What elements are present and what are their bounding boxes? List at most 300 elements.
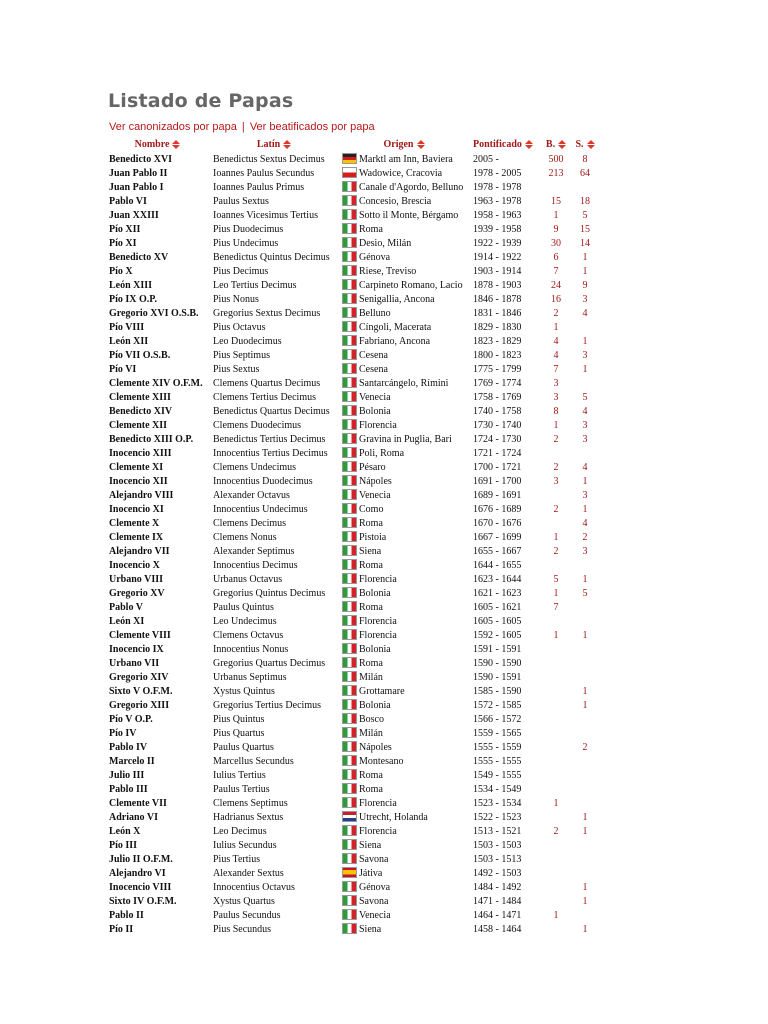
- latin-name-cell: [209, 376, 338, 390]
- sort-arrows-icon[interactable]: [558, 140, 566, 149]
- pontificate-cell: [469, 446, 541, 460]
- flag-it-icon: [342, 741, 357, 752]
- latin-name-cell: [209, 362, 338, 376]
- saints-count[interactable]: 1: [582, 629, 588, 641]
- pontificate-cell: [469, 502, 541, 516]
- latin-name-cell: [209, 236, 338, 250]
- pope-name: Inocencio IX: [109, 643, 164, 655]
- flag-it-icon: [342, 433, 357, 444]
- beatified-count-cell: [541, 152, 570, 166]
- pontificate: 1775 - 1799: [473, 363, 522, 375]
- latin-name-cell: [209, 432, 338, 446]
- saints-count[interactable]: 3: [582, 419, 588, 431]
- table-row: [105, 404, 599, 418]
- latin-name-cell: [209, 292, 338, 306]
- sort-arrows-icon[interactable]: [283, 140, 291, 149]
- pontificate: 1522 - 1523: [473, 811, 522, 823]
- beatified-count[interactable]: 4: [553, 335, 559, 347]
- pontificate-cell: [469, 404, 541, 418]
- pope-name-cell: [105, 432, 209, 446]
- origin-cell: [338, 628, 469, 642]
- origin: Sotto il Monte, Bérgamo: [359, 209, 459, 221]
- origin: Florencia: [359, 573, 397, 585]
- beatified-count-cell: [541, 628, 570, 642]
- beatified-count[interactable]: 1: [553, 909, 559, 921]
- saints-count[interactable]: 3: [582, 433, 588, 445]
- pope-name-cell: [105, 684, 209, 698]
- pope-name-cell: [105, 600, 209, 614]
- beatified-count[interactable]: 1: [553, 629, 559, 641]
- origin-cell: [338, 600, 469, 614]
- origin-cell: [338, 530, 469, 544]
- saints-count-cell: [570, 740, 599, 754]
- latin-name-cell: [209, 446, 338, 460]
- beatified-count[interactable]: 15: [551, 195, 561, 207]
- latin-name-cell: [209, 530, 338, 544]
- table-row: [105, 292, 599, 306]
- origin-cell: [338, 712, 469, 726]
- beatified-count[interactable]: 1: [553, 797, 559, 809]
- saints-count[interactable]: 2: [582, 741, 588, 753]
- latin-name: Pius Nonus: [213, 293, 259, 305]
- beatified-count[interactable]: 1: [553, 419, 559, 431]
- pope-name-cell: [105, 390, 209, 404]
- saints-count-cell: [570, 600, 599, 614]
- origin: Santarcángelo, Rímini: [359, 377, 449, 389]
- saints-count[interactable]: 1: [582, 699, 588, 711]
- pontificate-cell: [469, 334, 541, 348]
- origin-cell: [338, 684, 469, 698]
- table-row: [105, 362, 599, 376]
- pontificate: 1555 - 1555: [473, 755, 522, 767]
- latin-name: Iulius Secundus: [213, 839, 277, 851]
- beatified-count-cell: [541, 866, 570, 880]
- beatified-count-cell: [541, 404, 570, 418]
- beatified-count[interactable]: 1: [553, 209, 559, 221]
- latin-name-cell: [209, 894, 338, 908]
- pope-name-cell: [105, 376, 209, 390]
- table-row: [105, 348, 599, 362]
- beatified-count[interactable]: 16: [551, 293, 561, 305]
- beatified-count-cell: [541, 334, 570, 348]
- origin-cell: [338, 418, 469, 432]
- latin-name-cell: [209, 768, 338, 782]
- saints-count-cell: [570, 558, 599, 572]
- flag-it-icon: [342, 797, 357, 808]
- pope-name-cell: [105, 656, 209, 670]
- pope-name-cell: [105, 460, 209, 474]
- origin-cell: [338, 474, 469, 488]
- origin: Cesena: [359, 349, 388, 361]
- pope-name: León X: [109, 825, 141, 837]
- beatified-count[interactable]: 2: [553, 461, 559, 473]
- origin-cell: [338, 362, 469, 376]
- pope-name-cell: [105, 726, 209, 740]
- origin: Cíngoli, Macerata: [359, 321, 432, 333]
- beatified-count[interactable]: 7: [553, 265, 559, 277]
- pontificate-cell: [469, 628, 541, 642]
- table-row: [105, 838, 599, 852]
- beatified-count[interactable]: 2: [553, 503, 559, 515]
- latin-name-cell: [209, 712, 338, 726]
- saints-count[interactable]: 3: [582, 293, 588, 305]
- origin: Senigallia, Ancona: [359, 293, 435, 305]
- origin: Carpineto Romano, Lacio: [359, 279, 463, 291]
- beatificados-link[interactable]: Ver beatificados por papa: [249, 121, 375, 133]
- beatified-count[interactable]: 3: [553, 391, 559, 403]
- saints-count-cell: [570, 460, 599, 474]
- saints-count[interactable]: 5: [582, 391, 588, 403]
- pontificate: 1566 - 1572: [473, 713, 522, 725]
- origin: Wadowice, Cracovia: [359, 167, 443, 179]
- pontificate-cell: [469, 726, 541, 740]
- latin-name: Innocentius Nonus: [213, 643, 289, 655]
- column-header-pontificado[interactable]: [469, 137, 541, 152]
- saints-count[interactable]: 1: [582, 573, 588, 585]
- origin-cell: [338, 432, 469, 446]
- saints-count-cell: [570, 222, 599, 236]
- saints-count[interactable]: 1: [582, 265, 588, 277]
- latin-name: Paulus Secundus: [213, 909, 281, 921]
- saints-count[interactable]: 3: [582, 349, 588, 361]
- pontificate: 1590 - 1591: [473, 671, 522, 683]
- origin: Roma: [359, 223, 383, 235]
- pope-name-cell: [105, 362, 209, 376]
- saints-count[interactable]: 14: [580, 237, 590, 249]
- latin-name-cell: [209, 208, 338, 222]
- origin: Florencia: [359, 615, 397, 627]
- pontificate-cell: [469, 600, 541, 614]
- beatified-count[interactable]: 7: [553, 601, 559, 613]
- latin-name-cell: [209, 852, 338, 866]
- beatified-count[interactable]: 6: [553, 251, 559, 263]
- pontificate-cell: [469, 418, 541, 432]
- pontificate-cell: [469, 740, 541, 754]
- pontificate-cell: [469, 488, 541, 502]
- table-row: [105, 754, 599, 768]
- table-row: [105, 180, 599, 194]
- pontificate-cell: [469, 908, 541, 922]
- pontificate: 1484 - 1492: [473, 881, 522, 893]
- latin-name: Alexander Octavus: [213, 489, 290, 501]
- beatified-count-cell: [541, 488, 570, 502]
- pontificate-cell: [469, 768, 541, 782]
- beatified-count-cell: [541, 292, 570, 306]
- beatified-count[interactable]: 213: [548, 167, 564, 179]
- pope-name: Inocencio XII: [109, 475, 168, 487]
- flag-it-icon: [342, 363, 357, 374]
- saints-count-cell: [570, 516, 599, 530]
- table-row: [105, 194, 599, 208]
- pope-name: Pablo V: [109, 601, 143, 613]
- origin: Utrecht, Holanda: [359, 811, 428, 823]
- pope-name: Pío VI: [109, 363, 137, 375]
- latin-name-cell: [209, 180, 338, 194]
- flag-it-icon: [342, 783, 357, 794]
- saints-count-cell: [570, 628, 599, 642]
- saints-count[interactable]: 1: [582, 825, 588, 837]
- pontificate-cell: [469, 180, 541, 194]
- origin: Montesano: [359, 755, 404, 767]
- saints-count-cell: [570, 250, 599, 264]
- saints-count[interactable]: 4: [582, 517, 588, 529]
- pope-name: Urbano VIII: [109, 573, 163, 585]
- beatified-count[interactable]: 24: [551, 279, 561, 291]
- table-header-row: [105, 137, 599, 152]
- pontificate: 1670 - 1676: [473, 517, 522, 529]
- origin: Florencia: [359, 419, 397, 431]
- saints-count[interactable]: 2: [582, 531, 588, 543]
- latin-name-cell: [209, 320, 338, 334]
- pontificate: 1503 - 1503: [473, 839, 522, 851]
- beatified-count[interactable]: 3: [553, 377, 559, 389]
- saints-count[interactable]: 4: [582, 461, 588, 473]
- beatified-count[interactable]: 1: [553, 587, 559, 599]
- beatified-count[interactable]: 7: [553, 363, 559, 375]
- origin: Belluno: [359, 307, 391, 319]
- beatified-count[interactable]: 2: [553, 433, 559, 445]
- latin-name: Pius Octavus: [213, 321, 266, 333]
- beatified-count[interactable]: 1: [553, 531, 559, 543]
- origin-cell: [338, 558, 469, 572]
- table-row: [105, 278, 599, 292]
- pontificate: 1724 - 1730: [473, 433, 522, 445]
- origin-cell: [338, 236, 469, 250]
- pope-name-cell: [105, 306, 209, 320]
- beatified-count[interactable]: 3: [553, 475, 559, 487]
- latin-name: Innocentius Tertius Decimus: [213, 447, 328, 459]
- pontificate: 1963 - 1978: [473, 195, 522, 207]
- pope-name: Inocencio XIII: [109, 447, 172, 459]
- pontificate: 1513 - 1521: [473, 825, 522, 837]
- pontificate: 1555 - 1559: [473, 741, 522, 753]
- saints-count-cell: [570, 236, 599, 250]
- column-header-nombre[interactable]: [105, 137, 209, 152]
- saints-count[interactable]: 4: [582, 307, 588, 319]
- latin-name: Alexander Sextus: [213, 867, 284, 879]
- latin-name: Clemens Tertius Decimus: [213, 391, 316, 403]
- origin: Génova: [359, 251, 391, 263]
- pontificate-cell: [469, 922, 541, 936]
- sort-arrows-icon[interactable]: [525, 140, 533, 149]
- flag-it-icon: [342, 237, 357, 248]
- beatified-count[interactable]: 2: [553, 545, 559, 557]
- beatified-count-cell: [541, 614, 570, 628]
- origin-cell: [338, 404, 469, 418]
- pontificate-cell: [469, 824, 541, 838]
- pontificate-cell: [469, 348, 541, 362]
- origin-cell: [338, 222, 469, 236]
- beatified-count[interactable]: 30: [551, 237, 561, 249]
- saints-count[interactable]: 64: [580, 167, 590, 179]
- pope-name-cell: [105, 670, 209, 684]
- beatified-count-cell: [541, 180, 570, 194]
- beatified-count[interactable]: 1: [553, 321, 559, 333]
- pope-name-cell: [105, 502, 209, 516]
- table-row: [105, 376, 599, 390]
- column-header-origen[interactable]: [338, 137, 469, 152]
- table-row: [105, 726, 599, 740]
- pope-name: Benedicto XIII O.P.: [109, 433, 194, 445]
- flag-nl-icon: [342, 811, 357, 822]
- saints-count[interactable]: 9: [582, 279, 588, 291]
- pontificate: 2005 -: [473, 153, 499, 165]
- latin-name: Paulus Quintus: [213, 601, 274, 613]
- pontificate: 1676 - 1689: [473, 503, 522, 515]
- beatified-count-cell: [541, 712, 570, 726]
- saints-count-cell: [570, 810, 599, 824]
- latin-name-cell: [209, 796, 338, 810]
- saints-count[interactable]: 1: [582, 335, 588, 347]
- pope-name: Urbano VII: [109, 657, 160, 669]
- beatified-count-cell: [541, 684, 570, 698]
- link-separator: |: [241, 121, 245, 133]
- saints-count[interactable]: 4: [582, 405, 588, 417]
- latin-name-cell: [209, 488, 338, 502]
- saints-count[interactable]: 1: [582, 475, 588, 487]
- pope-name-cell: [105, 264, 209, 278]
- pontificate-cell: [469, 166, 541, 180]
- pontificate: 1572 - 1585: [473, 699, 522, 711]
- pope-name-cell: [105, 628, 209, 642]
- flag-it-icon: [342, 685, 357, 696]
- saints-count-cell: [570, 208, 599, 222]
- saints-count-cell: [570, 180, 599, 194]
- latin-name-cell: [209, 600, 338, 614]
- flag-it-icon: [342, 447, 357, 458]
- saints-count-cell: [570, 264, 599, 278]
- pontificate-cell: [469, 852, 541, 866]
- saints-count[interactable]: 1: [582, 811, 588, 823]
- saints-count[interactable]: 1: [582, 503, 588, 515]
- latin-name: Pius Quintus: [213, 713, 265, 725]
- beatified-count[interactable]: 4: [553, 349, 559, 361]
- saints-count[interactable]: 3: [582, 545, 588, 557]
- saints-count[interactable]: 1: [582, 251, 588, 263]
- pope-name: Marcelo II: [109, 755, 155, 767]
- beatified-count-cell: [541, 908, 570, 922]
- origin: Bolonia: [359, 587, 391, 599]
- latin-name: Pius Sextus: [213, 363, 260, 375]
- origin-cell: [338, 768, 469, 782]
- pontificate: 1823 - 1829: [473, 335, 522, 347]
- saints-count-cell: [570, 922, 599, 936]
- canonizados-link[interactable]: Ver canonizados por papa: [109, 121, 237, 133]
- table-row: [105, 208, 599, 222]
- pontificate: 1939 - 1958: [473, 223, 522, 235]
- column-header-s[interactable]: [570, 137, 599, 152]
- saints-count[interactable]: 1: [582, 895, 588, 907]
- pope-name: Pablo II: [109, 909, 144, 921]
- latin-name: Clemens Quartus Decimus: [213, 377, 321, 389]
- beatified-count-cell: [541, 502, 570, 516]
- pope-name: Clemente VIII: [109, 629, 171, 641]
- pope-name: Gregorio XIII: [109, 699, 170, 711]
- saints-count[interactable]: 5: [582, 209, 588, 221]
- saints-count-cell: [570, 656, 599, 670]
- sort-arrows-icon[interactable]: [417, 140, 425, 149]
- pontificate: 1592 - 1605: [473, 629, 522, 641]
- pontificate: 1829 - 1830: [473, 321, 522, 333]
- column-header-b[interactable]: [541, 137, 570, 152]
- sort-arrows-icon[interactable]: [587, 140, 595, 149]
- pontificate: 1655 - 1667: [473, 545, 522, 557]
- pope-name-cell: [105, 824, 209, 838]
- beatified-count[interactable]: 5: [553, 573, 559, 585]
- table-row: [105, 222, 599, 236]
- origin: Milán: [359, 671, 383, 683]
- saints-count[interactable]: 15: [580, 223, 590, 235]
- latin-name-cell: [209, 222, 338, 236]
- pope-name-cell: [105, 796, 209, 810]
- beatified-count-cell: [541, 544, 570, 558]
- origin-cell: [338, 614, 469, 628]
- saints-count[interactable]: 1: [582, 923, 588, 935]
- origin: Milán: [359, 727, 383, 739]
- origin-cell: [338, 782, 469, 796]
- saints-count[interactable]: 8: [582, 153, 588, 165]
- origin-cell: [338, 376, 469, 390]
- sort-arrows-icon[interactable]: [172, 140, 180, 149]
- pontificate-cell: [469, 558, 541, 572]
- beatified-count[interactable]: 2: [553, 825, 559, 837]
- latin-name: Innocentius Decimus: [213, 559, 298, 571]
- beatified-count[interactable]: 9: [553, 223, 559, 235]
- origin-cell: [338, 166, 469, 180]
- list-links: [109, 121, 375, 133]
- origin: Roma: [359, 517, 383, 529]
- saints-count[interactable]: 1: [582, 881, 588, 893]
- pontificate: 1978 - 2005: [473, 167, 522, 179]
- beatified-count[interactable]: 2: [553, 307, 559, 319]
- table-row: [105, 740, 599, 754]
- saints-count-cell: [570, 726, 599, 740]
- saints-count-cell: [570, 544, 599, 558]
- beatified-count-cell: [541, 474, 570, 488]
- table-row: [105, 572, 599, 586]
- latin-name: Leo Undecimus: [213, 615, 277, 627]
- origin: Marktl am Inn, Baviera: [359, 153, 453, 165]
- origin: Desio, Milán: [359, 237, 412, 249]
- pope-name-cell: [105, 572, 209, 586]
- pope-name: Gregorio XIV: [109, 671, 169, 683]
- beatified-count[interactable]: 8: [553, 405, 559, 417]
- pope-name: Alejandro VI: [109, 867, 166, 879]
- saints-count[interactable]: 5: [582, 587, 588, 599]
- origin-cell: [338, 656, 469, 670]
- pontificate: 1523 - 1534: [473, 797, 522, 809]
- saints-count[interactable]: 1: [582, 363, 588, 375]
- origin: Roma: [359, 783, 383, 795]
- pope-name: León XIII: [109, 279, 153, 291]
- origin: Savona: [359, 853, 389, 865]
- saints-count[interactable]: 1: [582, 685, 588, 697]
- origin: Bolonia: [359, 643, 391, 655]
- pope-name-cell: [105, 838, 209, 852]
- beatified-count[interactable]: 500: [548, 153, 564, 165]
- saints-count[interactable]: 18: [580, 195, 590, 207]
- column-header-latin[interactable]: [209, 137, 338, 152]
- pope-name: Gregorio XV: [109, 587, 165, 599]
- origin: Roma: [359, 769, 383, 781]
- table-row: [105, 614, 599, 628]
- pope-name: Inocencio XI: [109, 503, 164, 515]
- table-row: [105, 796, 599, 810]
- pope-name: Julio II O.F.M.: [109, 853, 173, 865]
- saints-count[interactable]: 3: [582, 489, 588, 501]
- latin-name: Pius Tertius: [213, 853, 261, 865]
- beatified-count-cell: [541, 376, 570, 390]
